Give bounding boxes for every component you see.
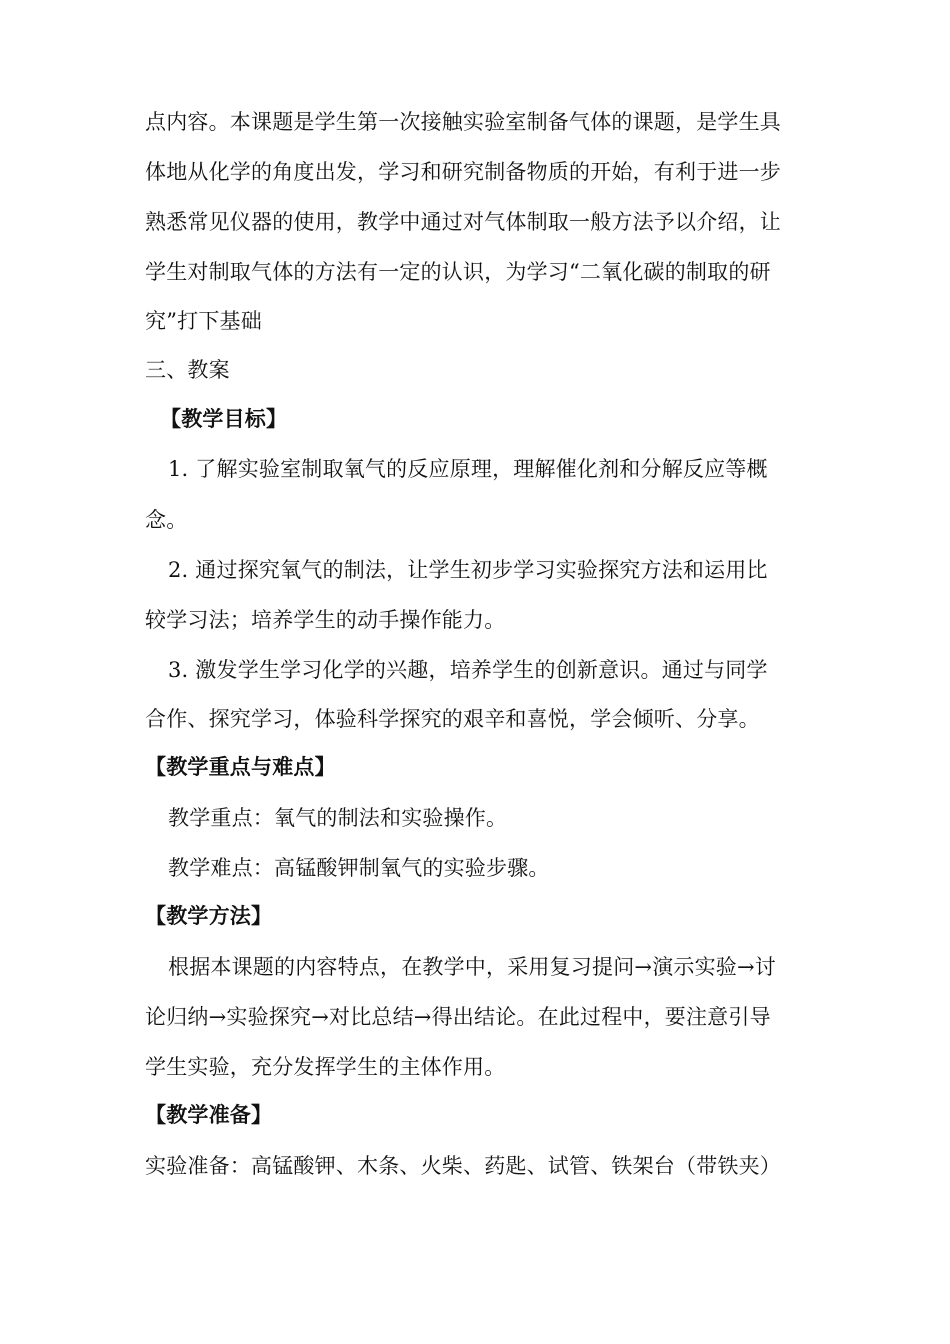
objective-1-line-1: 1. 了解实验室制取氧气的反应原理，理解催化剂和分解反应等概	[168, 457, 768, 481]
objective-2-line-1: 2. 通过探究氧气的制法，让学生初步学习实验探究方法和运用比	[168, 558, 768, 582]
objective-2-line-2: 较学习法；培养学生的动手操作能力。	[145, 608, 506, 632]
section-title: 三、教案	[145, 358, 230, 382]
objective-3-line-1: 3. 激发学生学习化学的兴趣，培养学生的创新意识。通过与同学	[168, 658, 768, 682]
intro-line-4: 学生对制取气体的方法有一定的认识，为学习“二氧化碳的制取的研	[145, 260, 771, 284]
intro-line-1: 点内容。本课题是学生第一次接触实验室制备气体的课题，是学生具	[145, 110, 781, 134]
objective-3-line-2: 合作、探究学习，体验科学探究的艰辛和喜悦，学会倾听、分享。	[145, 707, 760, 731]
method-line-2: 论归纳→实验探究→对比总结→得出结论。在此过程中，要注意引导	[145, 1005, 771, 1029]
keypoints-heading: 【教学重点与难点】	[145, 755, 336, 779]
preparation-line-1: 实验准备：高锰酸钾、木条、火柴、药匙、试管、铁架台（带铁夹）	[145, 1154, 781, 1178]
intro-line-5: 究”打下基础	[145, 309, 262, 333]
teaching-difficulty: 教学难点：高锰酸钾制氧气的实验步骤。	[168, 856, 550, 880]
teaching-focus: 教学重点：氧气的制法和实验操作。	[168, 806, 508, 830]
objectives-heading: 【教学目标】	[160, 407, 288, 431]
intro-line-3: 熟悉常见仪器的使用，教学中通过对气体制取一般方法予以介绍，让	[145, 210, 781, 234]
method-heading: 【教学方法】	[145, 904, 273, 928]
preparation-heading: 【教学准备】	[145, 1103, 273, 1127]
intro-line-2: 体地从化学的角度出发，学习和研究制备物质的开始，有利于进一步	[145, 160, 781, 184]
method-line-3: 学生实验，充分发挥学生的主体作用。	[145, 1055, 506, 1079]
method-line-1: 根据本课题的内容特点，在教学中，采用复习提问→演示实验→讨	[168, 955, 776, 979]
objective-1-line-2: 念。	[145, 508, 188, 532]
